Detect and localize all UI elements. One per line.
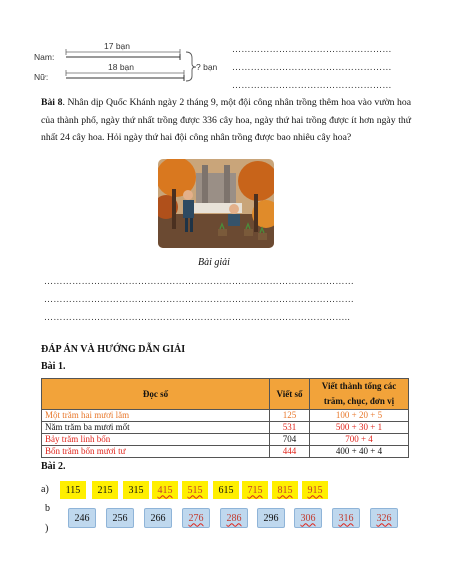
- sequence-a-item-answer: 515: [182, 481, 208, 499]
- sequence-a-item-answer: 715: [242, 481, 268, 499]
- row-b-close: ): [45, 523, 49, 534]
- cell-num: 704: [270, 434, 310, 446]
- table-header-num: Viết số: [270, 379, 310, 410]
- sequence-b-item: 246: [68, 508, 96, 528]
- bai8-text: . Nhân dịp Quốc Khánh ngày 2 tháng 9, một đội công nhân trồng thêm hoa vào vườn hoa của thành phố, ngày thứ nhất trồng được 336 cây hoa, ngày thứ hai trồng được ít hơn ngày thứ nhất 24 cây hoa. Hỏi ngày thứ hai đội công nhân trồng được bao nhiêu cây hoa?: [41, 97, 412, 143]
- diagram-question: ? bạn: [196, 62, 218, 72]
- sequence-b-item-answer: 326: [370, 508, 398, 528]
- sequence-a-item-answer: 915: [302, 481, 328, 499]
- table-row: [42, 410, 409, 422]
- cell-num: 531: [270, 422, 310, 434]
- sequence-a-item-answer: 815: [272, 481, 298, 499]
- table-row: [42, 434, 409, 446]
- bai8-line-2[interactable]: ………………………………………………………………………………………: [44, 294, 355, 304]
- diagram-row2-label: Nữ:: [34, 72, 49, 82]
- sequence-b-item: 296: [257, 508, 285, 528]
- cell-sum: 400 + 40 + 4: [310, 446, 409, 458]
- row-b-label: b: [45, 503, 50, 514]
- bai-giai-label: Bài giải: [198, 257, 230, 268]
- sequence-b-item-answer: 276: [182, 508, 210, 528]
- diagram-row1-value: 17 bạn: [104, 41, 130, 51]
- answers-heading: ĐÁP ÁN VÀ HƯỚNG DẪN GIẢI: [41, 344, 186, 355]
- bai8-paragraph: [41, 94, 411, 147]
- bai1-label: Bài 1.: [41, 361, 66, 372]
- cell-sum: 700 + 4: [310, 434, 409, 446]
- sequence-b-item: 256: [106, 508, 134, 528]
- sequence-a-item: 215: [92, 481, 118, 499]
- sequence-a-item: 315: [123, 481, 149, 499]
- answer-line-top-1[interactable]: ……………………………………………: [232, 44, 392, 54]
- bai8-line-1[interactable]: ………………………………………………………………………………………: [44, 276, 355, 286]
- diagram-lines: [34, 40, 234, 84]
- sequence-b-item-answer: 316: [332, 508, 360, 528]
- sequence-a-item: 615: [213, 481, 239, 499]
- cell-read: Bốn trăm bốn mươi tư: [42, 446, 270, 458]
- bai8-title: Bài 8: [41, 97, 63, 108]
- sequence-a-item: 115: [60, 481, 86, 499]
- answer-table: [41, 378, 409, 458]
- table-row: [42, 446, 409, 458]
- sequence-b-item: 266: [144, 508, 172, 528]
- sequence-a-item-answer: 415: [152, 481, 178, 499]
- cell-read: Năm trăm ba mươi mốt: [42, 422, 270, 434]
- sequence-b-item-answer: 306: [294, 508, 322, 528]
- cell-num: 125: [270, 410, 310, 422]
- sequence-b-item-answer: 286: [220, 508, 248, 528]
- row-a-label: a): [41, 484, 49, 495]
- illustration-image: [158, 159, 274, 248]
- cell-num: 444: [270, 446, 310, 458]
- diagram-row2-value: 18 bạn: [108, 62, 134, 72]
- answer-line-top-2[interactable]: ……………………………………………: [232, 62, 392, 72]
- table-header-sum: Viết thành tổng các trăm, chục, đơn vị: [310, 379, 409, 410]
- cell-sum: 100 + 20 + 5: [310, 410, 409, 422]
- diagram-row1-label: Nam:: [34, 52, 55, 62]
- table-header-row: [42, 379, 409, 410]
- answer-line-top-3[interactable]: ……………………………………………: [232, 80, 392, 90]
- cell-sum: 500 + 30 + 1: [310, 422, 409, 434]
- bai2-label: Bài 2.: [41, 461, 66, 472]
- cell-read: Một trăm hai mươi lăm: [42, 410, 270, 422]
- bai8-line-3[interactable]: ……………………………………………………………………………………..: [44, 312, 351, 322]
- segment-diagram: [34, 40, 234, 84]
- cell-read: Bảy trăm linh bốn: [42, 434, 270, 446]
- table-header-read: Đọc số: [42, 379, 270, 410]
- table-row: [42, 422, 409, 434]
